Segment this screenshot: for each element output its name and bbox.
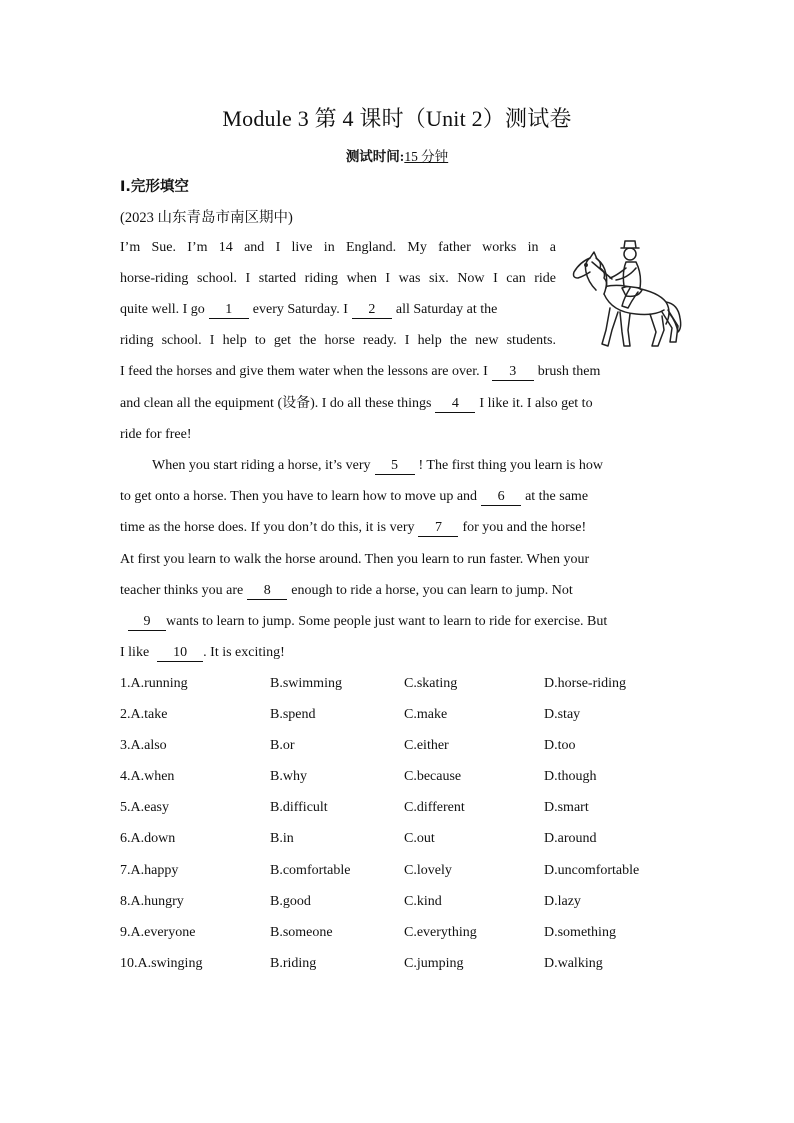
blank-4[interactable]: 4 (435, 395, 475, 413)
test-time-value: 15 分钟 (404, 149, 449, 164)
blank-5[interactable]: 5 (375, 457, 415, 475)
option-3c[interactable]: C.either (404, 738, 449, 753)
option-2b[interactable]: B.spend (270, 707, 316, 722)
passage-line-4: riding school. I help to get the horse ready. I help the new students. (120, 333, 556, 348)
option-5b[interactable]: B.difficult (270, 800, 328, 815)
option-6a[interactable]: 6.A.down (120, 831, 176, 846)
option-1c[interactable]: C.skating (404, 676, 458, 691)
option-9b[interactable]: B.someone (270, 925, 333, 940)
blank-7[interactable]: 7 (418, 519, 458, 537)
option-10b[interactable]: B.riding (270, 956, 317, 971)
horse-rider-icon (566, 232, 688, 352)
option-8a[interactable]: 8.A.hungry (120, 894, 184, 909)
passage-line-3: quite well. I go 1 every Saturday. I 2 all Saturday at the (120, 302, 498, 317)
option-9c[interactable]: C.everything (404, 925, 477, 940)
option-3b[interactable]: B.or (270, 738, 295, 753)
blank-1[interactable]: 1 (209, 301, 249, 319)
option-2d[interactable]: D.stay (544, 707, 581, 722)
option-5d[interactable]: D.smart (544, 800, 589, 815)
passage-line-10: time as the horse does. If you don’t do this, it is very 7 for you and the horse! (120, 520, 587, 535)
option-7a[interactable]: 7.A.happy (120, 863, 179, 878)
option-5c[interactable]: C.different (404, 800, 465, 815)
section-heading: Ⅰ.完形填空 (120, 179, 189, 195)
option-10d[interactable]: D.walking (544, 956, 603, 971)
option-5a[interactable]: 5.A.easy (120, 800, 169, 815)
passage-line-7: ride for free! (120, 427, 192, 442)
option-3d[interactable]: D.too (544, 738, 576, 753)
blank-8[interactable]: 8 (247, 582, 287, 600)
option-4d[interactable]: D.though (544, 769, 597, 784)
option-4c[interactable]: C.because (404, 769, 462, 784)
option-7c[interactable]: C.lovely (404, 863, 452, 878)
passage-line-6: and clean all the equipment (设备). I do all these things 4 I like it. I also get to (120, 396, 593, 411)
passage-line-2: horse-riding school. I started riding when I was six. Now I can ride (120, 271, 556, 286)
blank-2[interactable]: 2 (352, 301, 392, 319)
option-1b[interactable]: B.swimming (270, 676, 342, 691)
option-6d[interactable]: D.around (544, 831, 597, 846)
option-2a[interactable]: 2.A.take (120, 707, 168, 722)
option-7b[interactable]: B.comfortable (270, 863, 351, 878)
passage-line-11: At first you learn to walk the horse around. Then you learn to run faster. When your (120, 552, 590, 567)
passage-line-12: teacher thinks you are 8 enough to ride a horse, you can learn to jump. Not (120, 583, 573, 598)
option-2c[interactable]: C.make (404, 707, 448, 722)
test-time (0, 145, 794, 165)
passage-line-8: When you start riding a horse, it’s very 5 ! The first thing you learn is how (152, 458, 603, 473)
option-6c[interactable]: C.out (404, 831, 435, 846)
passage-source: (2023 山东青岛市南区期中) (120, 210, 293, 226)
passage-line-13: 9 wants to learn to jump. Some people just want to learn to ride for exercise. But (120, 612, 607, 632)
option-10c[interactable]: C.jumping (404, 956, 464, 971)
passage-line-9: to get onto a horse. Then you have to learn how to move up and 6 at the same (120, 489, 589, 504)
option-1d[interactable]: D.horse-riding (544, 676, 627, 691)
passage-line-14: I like 10 . It is exciting! (120, 645, 285, 660)
option-9d[interactable]: D.something (544, 925, 616, 940)
option-7d[interactable]: D.uncomfortable (544, 863, 640, 878)
option-9a[interactable]: 9.A.everyone (120, 925, 196, 940)
option-6b[interactable]: B.in (270, 831, 294, 846)
option-8b[interactable]: B.good (270, 894, 311, 909)
option-3a[interactable]: 3.A.also (120, 738, 167, 753)
option-10a[interactable]: 10.A.swinging (120, 956, 203, 971)
blank-10[interactable]: 10 (157, 644, 203, 662)
option-1a[interactable]: 1.A.running (120, 676, 188, 691)
passage-line-1: I’m Sue. I’m 14 and I live in England. My father works in a (120, 240, 556, 255)
passage-line-5: I feed the horses and give them water when the lessons are over. I 3 brush them (120, 364, 601, 379)
blank-3[interactable]: 3 (492, 363, 534, 381)
test-time-label: 测试时间: (345, 149, 405, 164)
blank-6[interactable]: 6 (481, 488, 521, 506)
blank-9[interactable]: 9 (128, 613, 166, 631)
option-8d[interactable]: D.lazy (544, 894, 581, 909)
option-4b[interactable]: B.why (270, 769, 307, 784)
option-8c[interactable]: C.kind (404, 894, 442, 909)
option-4a[interactable]: 4.A.when (120, 769, 175, 784)
page-title: Module 3 第 4 课时（Unit 2）测试卷 (222, 106, 572, 131)
